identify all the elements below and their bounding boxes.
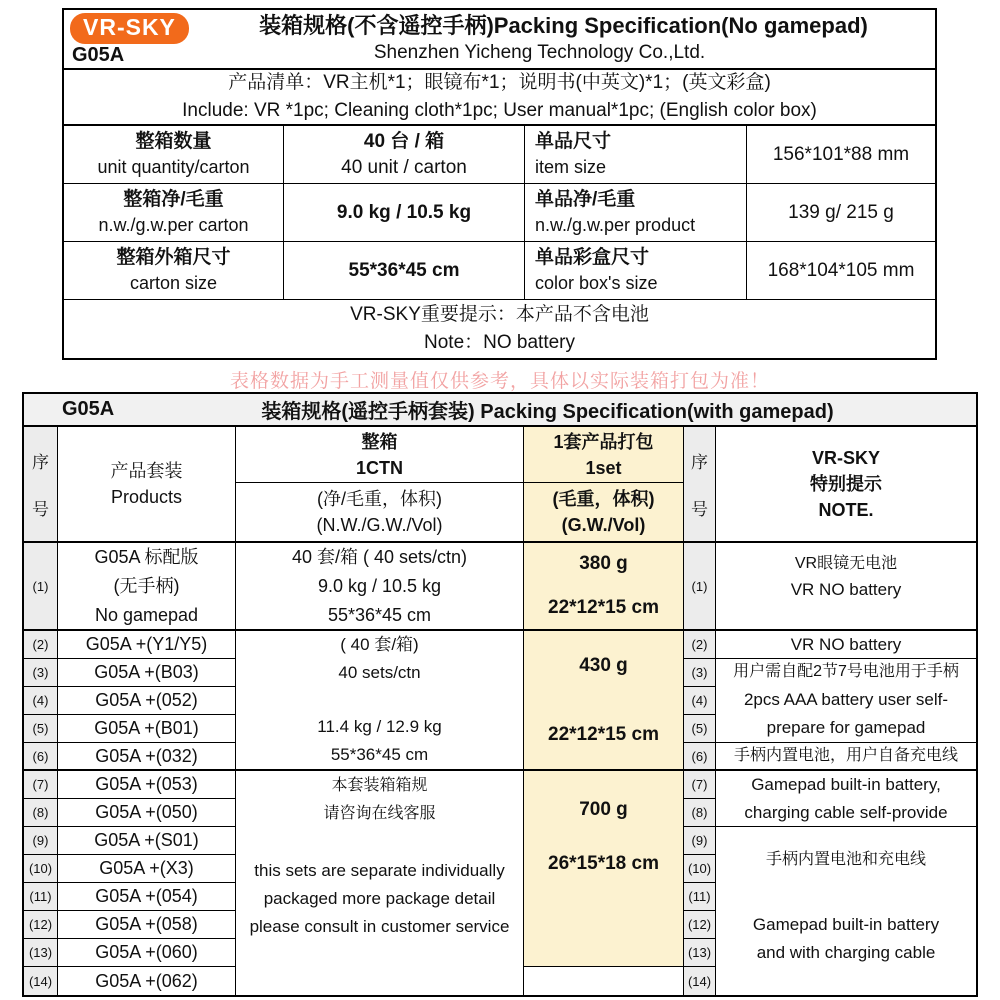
header-note: VR-SKY 特别提示 NOTE. xyxy=(716,427,976,543)
row-number: (11) xyxy=(684,883,716,911)
row-number: (9) xyxy=(684,827,716,855)
value-item-size: 156*101*88 mm xyxy=(747,126,935,184)
value-product-weight: 139 g/ 215 g xyxy=(747,184,935,242)
header-products: 产品套装 Products xyxy=(58,427,236,543)
row-number: (14) xyxy=(684,967,716,995)
spec-grid xyxy=(64,126,935,300)
value-colorbox-size: 168*104*105 mm xyxy=(747,242,935,300)
note-cell-merged: Gamepad built-in battery, charging cable self-provide xyxy=(716,771,976,827)
product-name: G05A 标配版 (无手柄) No gamepad xyxy=(58,543,236,631)
header-set: 1套产品打包 1set (毛重，体积) (G.W./Vol) xyxy=(524,427,684,543)
note-cell-merged: 手柄内置电池和充电线 Gamepad built-in battery and with charging cable xyxy=(752,851,940,962)
value-carton-size: 55*36*45 cm xyxy=(284,242,525,300)
header-index: 序 号 xyxy=(24,427,58,543)
set-spec-merged: 430 g 22*12*15 cm xyxy=(524,631,684,771)
product-name: G05A +(050) xyxy=(58,799,236,827)
row-number: (7) xyxy=(24,771,58,799)
table2-title: 装箱规格(遥控手柄套装) Packing Specification(with gamepad) xyxy=(261,401,834,423)
table2-grid xyxy=(24,427,976,995)
row-number: (6) xyxy=(24,743,58,771)
row-number: (6) xyxy=(684,743,716,771)
row-number: (8) xyxy=(24,799,58,827)
product-name: G05A +(B01) xyxy=(58,715,236,743)
row-number: (10) xyxy=(684,855,716,883)
product-list-cn: 产品清单：VR主机*1；眼镜布*1；说明书(中英文)*1；(英文彩盒) xyxy=(228,72,771,93)
measurement-disclaimer: 表格数据为手工测量值仅供参考，具体以实际装箱打包为准！ xyxy=(229,371,770,392)
label-item-size: 单品尺寸 item size xyxy=(525,126,747,184)
row-number: (11) xyxy=(24,883,58,911)
set-spec: 380 g 22*12*15 cm xyxy=(524,543,684,631)
header-carton: 整箱 1CTN (净/毛重，体积) (N.W./G.W./Vol) xyxy=(236,427,524,543)
product-name: G05A +(053) xyxy=(58,771,236,799)
row-number: (1) xyxy=(684,543,716,631)
product-name: G05A +(054) xyxy=(58,883,236,911)
product-name: G05A +(062) xyxy=(58,967,236,995)
row-number: (14) xyxy=(24,967,58,995)
value-carton-weight: 9.0 kg / 10.5 kg xyxy=(284,184,525,242)
row-number: (2) xyxy=(24,631,58,659)
model-code: G05A xyxy=(62,398,115,420)
row-number: (4) xyxy=(24,687,58,715)
product-name: G05A +(032) xyxy=(58,743,236,771)
label-colorbox-size: 单品彩盒尺寸 color box's size xyxy=(525,242,747,300)
product-list-row xyxy=(64,70,935,126)
value-unit-quantity: 40 台 / 箱 40 unit / carton xyxy=(284,126,525,184)
header-index-2: 序 号 xyxy=(684,427,716,543)
product-name: G05A +(052) xyxy=(58,687,236,715)
carton-spec: 40 套/箱 ( 40 sets/ctn) 9.0 kg / 10.5 kg 55*36*45 cm xyxy=(236,543,524,631)
carton-spec-merged: ( 40 套/箱) 40 sets/ctn 11.4 kg / 12.9 kg 55*36*45 cm xyxy=(236,631,524,771)
row-number: (12) xyxy=(684,911,716,939)
product-name: G05A +(B03) xyxy=(58,659,236,687)
row-number: (4) xyxy=(684,687,716,715)
product-name: G05A +(058) xyxy=(58,911,236,939)
product-name: G05A +(Y1/Y5) xyxy=(58,631,236,659)
table-with-gamepad xyxy=(22,392,978,997)
battery-notice xyxy=(64,300,935,358)
note-cell: VR眼镜无电池 VR NO battery xyxy=(716,543,976,631)
product-name: G05A +(X3) xyxy=(58,855,236,883)
company-name: Shenzhen Yicheng Technology Co.,Ltd. xyxy=(373,42,706,63)
model-code: G05A xyxy=(72,44,125,66)
row-number: (3) xyxy=(684,659,716,687)
table-no-gamepad xyxy=(62,8,937,360)
carton-spec-merged: 本套装箱箱规 请咨询在线客服 this sets are separate individually packaged more package detail please consult in customer service xyxy=(236,771,524,995)
row-number: (9) xyxy=(24,827,58,855)
label-unit-quantity: 整箱数量 unit quantity/carton xyxy=(64,126,284,184)
product-name: G05A +(S01) xyxy=(58,827,236,855)
note-cell-merged: 用户需自配2节7号电池用于手柄 2pcs AAA battery user self- prepare for gamepad xyxy=(716,659,976,743)
set-spec-merged: 700 g 26*15*18 cm xyxy=(524,771,684,967)
battery-notice-en: Note：NO battery xyxy=(424,332,575,353)
label-product-weight: 单品净/毛重 n.w./g.w.per product xyxy=(525,184,747,242)
row-number: (13) xyxy=(684,939,716,967)
note-cell: VR NO battery xyxy=(716,631,976,659)
row-number: (5) xyxy=(24,715,58,743)
battery-notice-cn: VR-SKY重要提示：本产品不含电池 xyxy=(350,304,649,325)
row-number: (12) xyxy=(24,911,58,939)
row-number: (2) xyxy=(684,631,716,659)
label-carton-weight: 整箱净/毛重 n.w./g.w.per carton xyxy=(64,184,284,242)
row-number: (8) xyxy=(684,799,716,827)
row-number: (5) xyxy=(684,715,716,743)
row-number: (7) xyxy=(684,771,716,799)
table1-title: 装箱规格(不含遥控手柄)Packing Specification(No gamepad) xyxy=(259,13,868,38)
row-number: (3) xyxy=(24,659,58,687)
table2-title-row xyxy=(24,394,976,427)
row-number: (13) xyxy=(24,939,58,967)
row-number: (1) xyxy=(24,543,58,631)
label-carton-size: 整箱外箱尺寸 carton size xyxy=(64,242,284,300)
table1-header xyxy=(64,10,935,70)
product-list-en: Include: VR *1pc; Cleaning cloth*1pc; User manual*1pc; (English color box) xyxy=(182,100,817,121)
row-number: (10) xyxy=(24,855,58,883)
note-cell: 手柄内置电池，用户自备充电线 xyxy=(716,743,976,771)
product-name: G05A +(060) xyxy=(58,939,236,967)
empty-cell xyxy=(524,967,684,995)
vr-sky-logo: VR-SKY xyxy=(70,13,189,44)
